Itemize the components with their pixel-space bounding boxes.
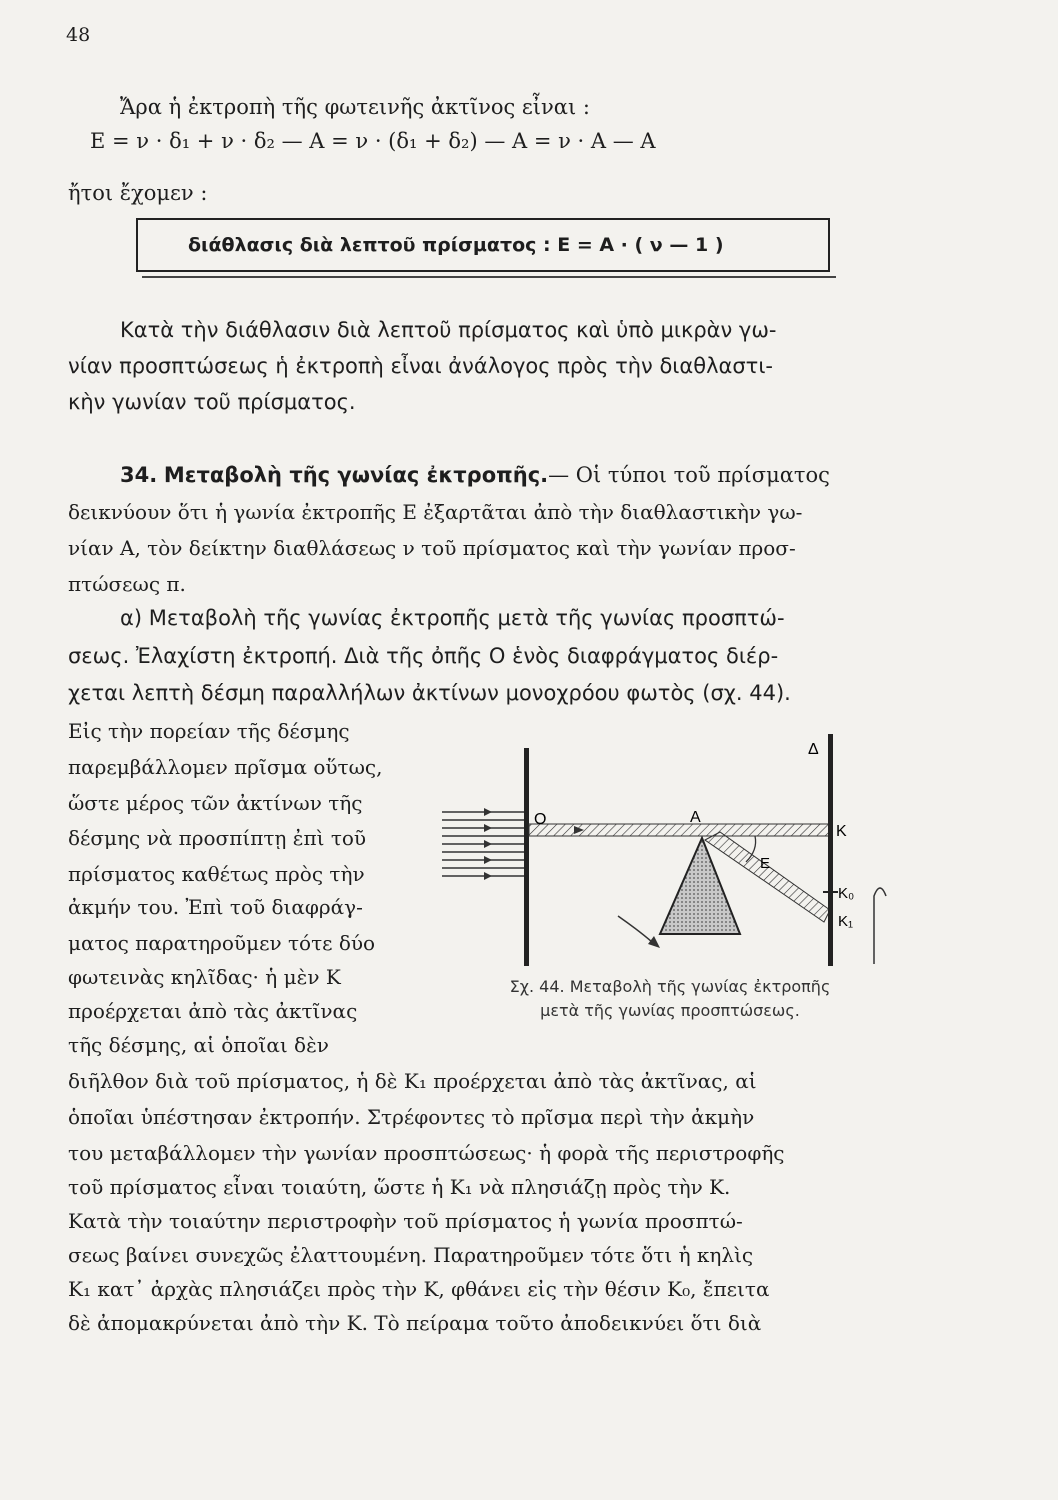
caption-line: Σχ. 44. Μεταβολὴ τῆς γωνίας ἐκτροπῆς bbox=[509, 977, 831, 996]
subsection-a-line: α) Μεταβολὴ τῆς γωνίας ἐκτροπῆς μετὰ τῆς γωνίας προσπτώ- bbox=[120, 606, 785, 630]
bottom-line: του μεταβάλλομεν τὴν γωνίαν προσπτώσεως· ἡ φορὰ τῆς περιστροφῆς bbox=[68, 1141, 785, 1165]
bottom-line: Κατὰ τὴν τοιαύτην περιστροφὴν τοῦ πρίσματος ἡ γωνία προσπτώ- bbox=[68, 1209, 743, 1233]
subsection-a-line: χεται λεπτὴ δέσμη παραλλήλων ἀκτίνων μονοχρόου φωτὸς (σχ. 44). bbox=[68, 681, 791, 705]
paragraph-1-line: κὴν γωνίαν τοῦ πρίσματος. bbox=[68, 390, 356, 414]
section-number: 34. bbox=[120, 463, 158, 487]
section-first-line-rest: — Οἱ τύποι τοῦ πρίσματος bbox=[548, 463, 830, 487]
paragraph-1-line: νίαν προσπτώσεως ἡ ἐκτροπὴ εἶναι ἀνάλογος πρὸς τὴν διαθλαστι- bbox=[68, 354, 774, 378]
incoming-beam bbox=[442, 812, 525, 876]
intro-line: Ἄρα ἡ ἐκτροπὴ τῆς φωτεινῆς ἀκτῖνος εἶναι : bbox=[120, 95, 590, 119]
label-delta: Δ bbox=[808, 741, 819, 758]
left-column-line: Εἰς τὴν πορείαν τῆς δέσμης bbox=[68, 719, 350, 743]
screen bbox=[828, 734, 833, 966]
left-column-line: τῆς δέσμης, αἱ ὁποῖαι δὲν bbox=[68, 1033, 329, 1057]
left-column-line: δέσμης νὰ προσπίπτῃ ἐπὶ τοῦ bbox=[68, 826, 367, 850]
label-k1: K₁ bbox=[838, 913, 854, 930]
formula-box bbox=[136, 218, 830, 272]
left-column-line: προέρχεται ἀπὸ τὰς ἀκτῖνας bbox=[68, 999, 358, 1023]
left-column-line: παρεμβάλλομεν πρῖσμα οὕτως, bbox=[68, 755, 383, 779]
label-k: K bbox=[836, 823, 847, 840]
label-e: E bbox=[760, 855, 771, 872]
diaphragm bbox=[524, 748, 529, 966]
rotation-arrowhead bbox=[648, 936, 660, 948]
label-a: A bbox=[690, 809, 701, 826]
bottom-line: διῆλθον διὰ τοῦ πρίσματος, ἡ δὲ K₁ προέρχεται ἀπὸ τὰς ἀκτῖνας, αἱ bbox=[68, 1069, 757, 1093]
section-title: Μεταβολὴ τῆς γωνίας ἐκτροπῆς. bbox=[163, 463, 549, 487]
figure-44 bbox=[440, 720, 900, 980]
section-line: πτώσεως π. bbox=[68, 572, 186, 596]
bottom-line: τοῦ πρίσματος εἶναι τοιαύτη, ὥστε ἡ K₁ νὰ πλησιάζῃ πρὸς τὴν K. bbox=[68, 1175, 731, 1199]
side-arrow bbox=[874, 888, 886, 964]
bottom-line: K₁ κατ᾽ ἀρχὰς πλησιάζει πρὸς τὴν K, φθάνει εἰς τὴν θέσιν K₀, ἔπειτα bbox=[68, 1277, 770, 1301]
left-column-line: πρίσματος καθέτως πρὸς τὴν bbox=[68, 862, 365, 886]
section-heading-line bbox=[120, 460, 830, 490]
paragraph-1-line: Κατὰ τὴν διάθλασιν διὰ λεπτοῦ πρίσματος καὶ ὑπὸ μικρὰν γω- bbox=[120, 318, 777, 342]
left-column-line: ματος παρατηροῦμεν τότε δύο bbox=[68, 931, 376, 955]
bottom-line: ὁποῖαι ὑπέστησαν ἐκτροπήν. Στρέφοντες τὸ πρῖσμα περὶ τὴν ἀκμὴν bbox=[68, 1105, 755, 1129]
equation-line: E = ν · δ₁ + ν · δ₂ — A = ν · (δ₁ + δ₂) — A = ν · A — A bbox=[90, 129, 656, 153]
section-line: νίαν A, τὸν δείκτην διαθλάσεως ν τοῦ πρίσματος καὶ τὴν γωνίαν προσ- bbox=[68, 536, 796, 560]
label-k0: K₀ bbox=[838, 885, 855, 902]
rotation-arrow bbox=[618, 916, 652, 942]
section-line: δεικνύουν ὅτι ἡ γωνία ἐκτροπῆς E ἐξαρτᾶται ἀπὸ τὴν διαθλαστικὴν γω- bbox=[68, 500, 803, 524]
subsection-a-line: σεως. Ἐλαχίστη ἐκτροπή. Διὰ τῆς ὀπῆς O ἑνὸς διαφράγματος διέρ- bbox=[68, 644, 779, 668]
beam-arrows bbox=[484, 808, 492, 880]
formula-text: διάθλασις διὰ λεπτοῦ πρίσματος : E = A · ( ν — 1 ) bbox=[188, 234, 724, 256]
left-column-line: ἀκμήν του. Ἐπὶ τοῦ διαφράγ- bbox=[68, 895, 363, 919]
left-column-line: ὥστε μέρος τῶν ἀκτίνων τῆς bbox=[68, 791, 363, 815]
figure-caption bbox=[460, 975, 880, 1023]
left-column-line: φωτεινὰς κηλῖδας· ἡ μὲν K bbox=[68, 965, 341, 989]
label-o: O bbox=[534, 811, 547, 828]
page-number: 48 bbox=[66, 24, 91, 46]
caption-line: μετὰ τῆς γωνίας προσπτώσεως. bbox=[540, 1001, 800, 1020]
hence-line: ἤτοι ἔχομεν : bbox=[68, 181, 208, 205]
bottom-line: σεως βαίνει συνεχῶς ἐλαττουμένη. Παρατηροῦμεν τότε ὅτι ἡ κηλὶς bbox=[68, 1243, 754, 1267]
bottom-line: δὲ ἀπομακρύνεται ἀπὸ τὴν K. Τὸ πείραμα τοῦτο ἀποδεικνύει ὅτι διὰ bbox=[68, 1311, 762, 1335]
